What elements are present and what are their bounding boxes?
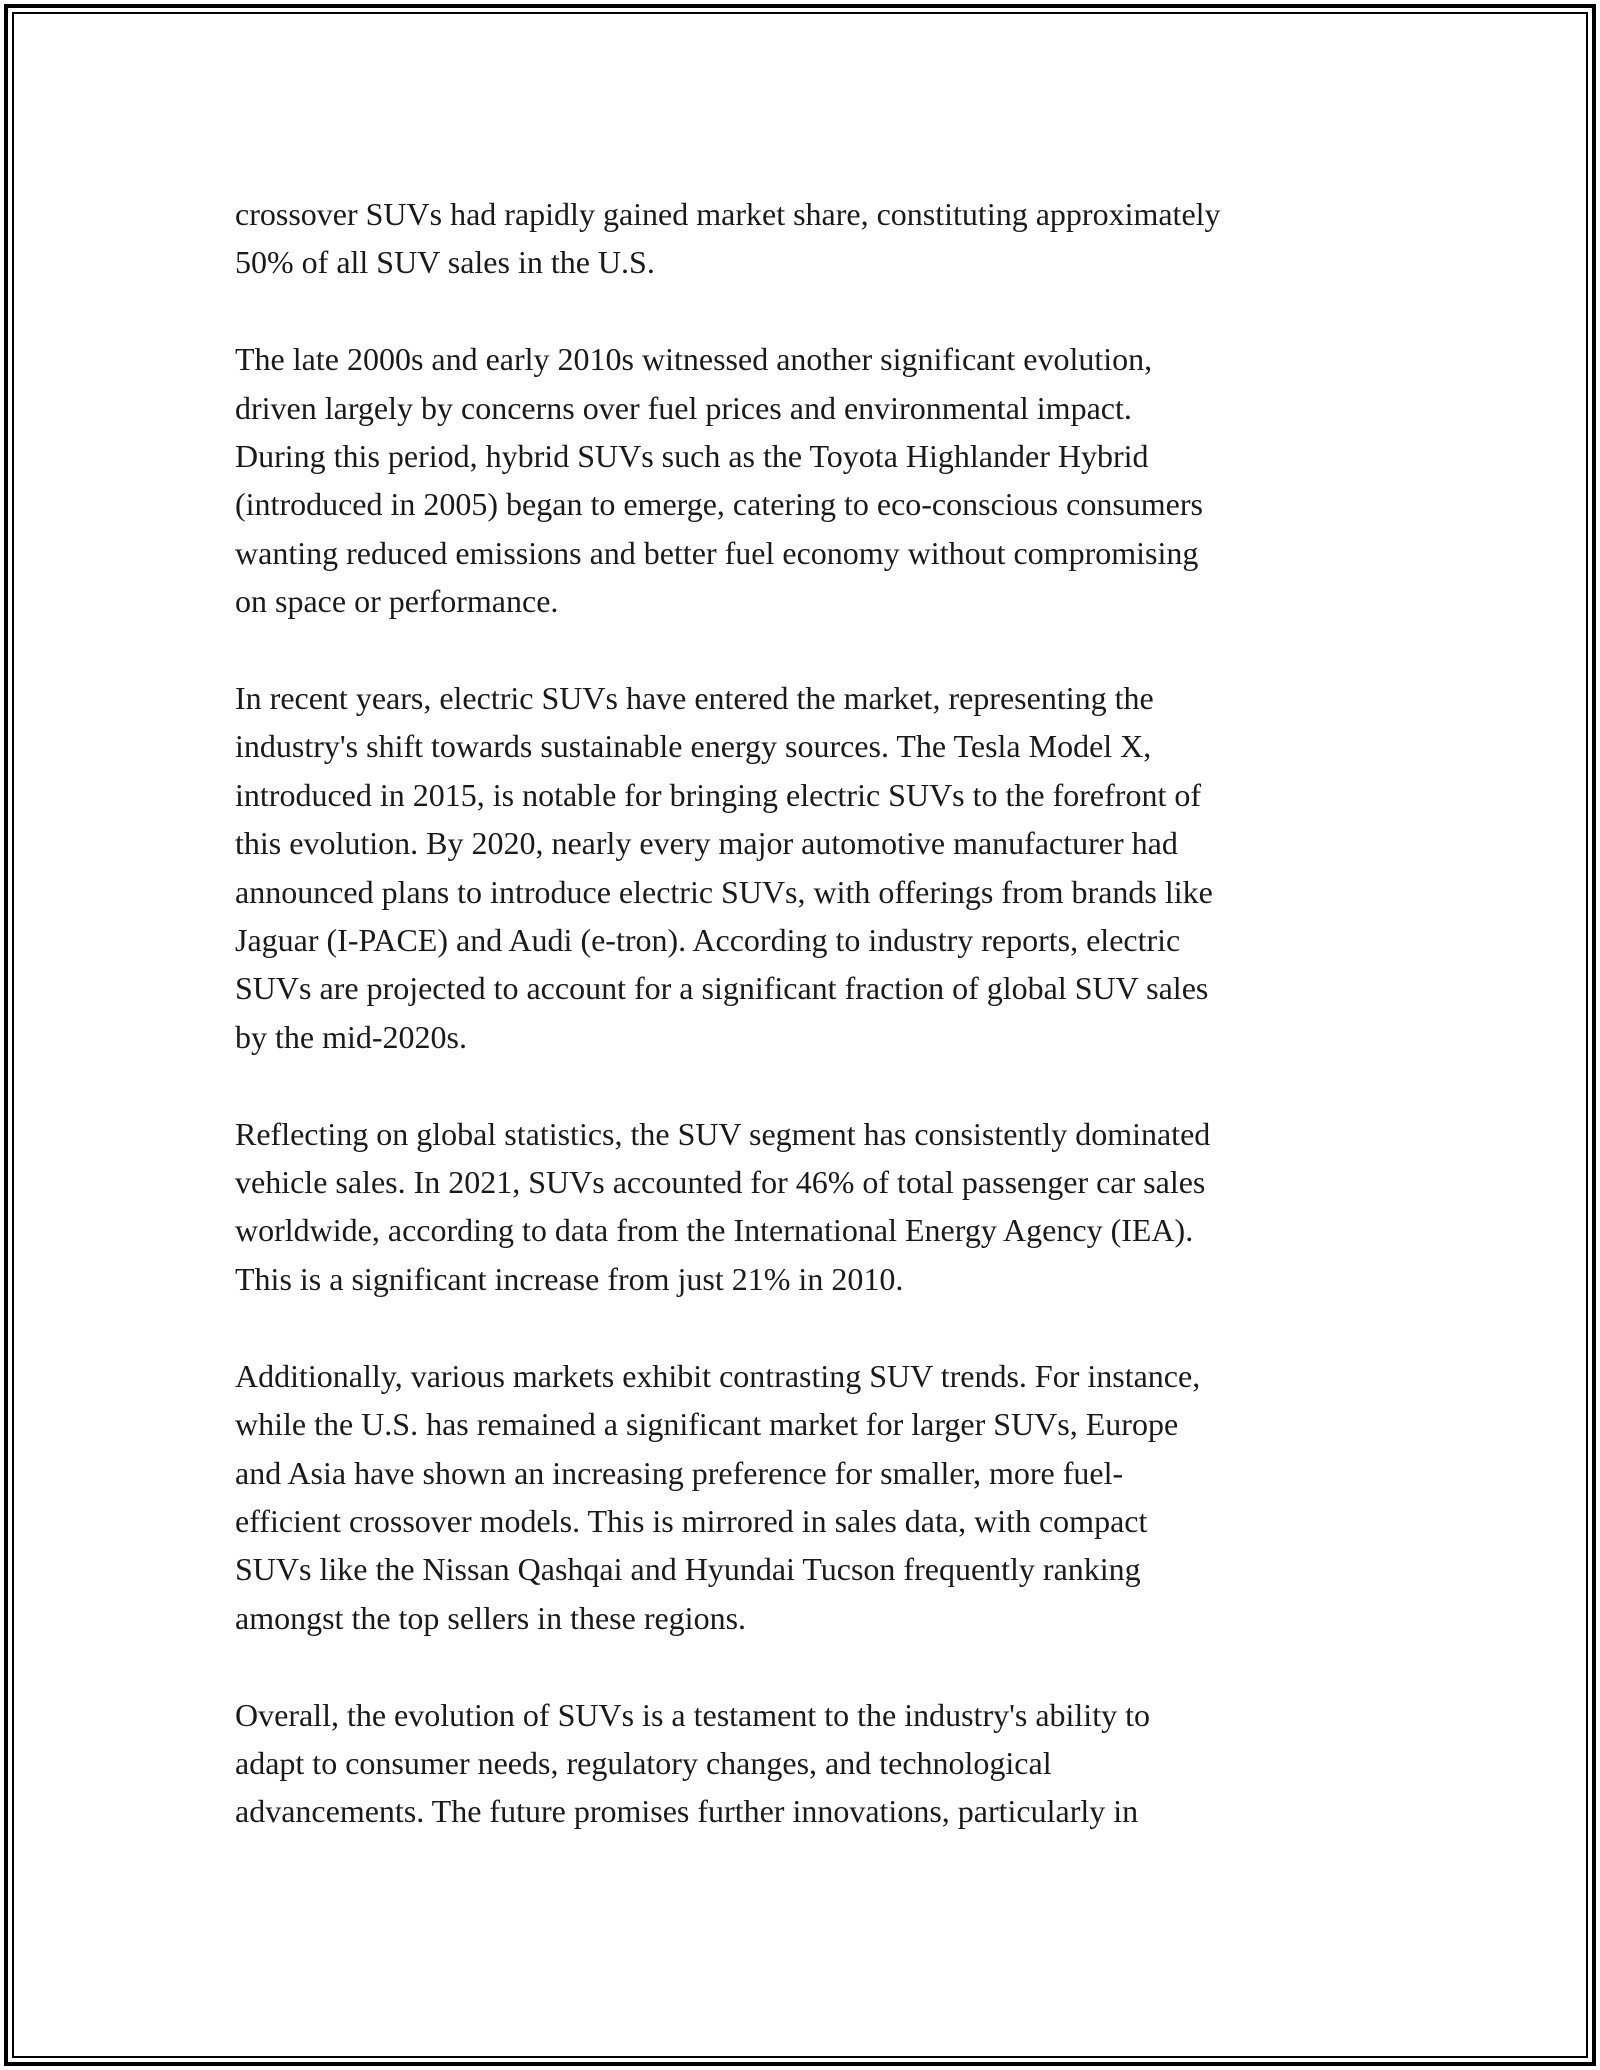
- paragraph-overall-evolution: Overall, the evolution of SUVs is a testament to the industry's ability to adapt to consumer needs, regulatory changes, and technological advancements. The future promises further innovations, particularly in: [235, 1696, 1150, 1830]
- paragraph-regional-trends: Additionally, various markets exhibit contrasting SUV trends. For instance, while the U.S. has remained a significant market for larger SUVs, Europe and Asia have shown an increasing preference for smaller, more fuel- efficient crossover models. This is mirrored in sales data, with compact SUVs like the Nissan Qashqai and Hyundai Tucson frequently ranking amongst the top sellers in these regions.: [235, 1357, 1201, 1636]
- paragraph-global-statistics: Reflecting on global statistics, the SUV segment has consistently dominated vehicle sales. In 2021, SUVs accounted for 46% of total passenger car sales worldwide, according to data from the International Energy Agency (IEA). This is a significant increase from just 21% in 2010.: [235, 1115, 1211, 1297]
- paragraph-crossover-share: crossover SUVs had rapidly gained market share, constituting approximately 50% of all SUV sales in the U.S.: [235, 196, 1221, 281]
- paragraph-hybrid-suvs: The late 2000s and early 2010s witnessed another significant evolution, driven largely by concerns over fuel prices and environmental impact. During this period, hybrid SUVs such as the Toyota Highlander Hybrid (introduced in 2005) began to emerge, catering to eco-conscious consumers wanting reduced emissions and better fuel economy without compromising on space or performance.: [235, 341, 1203, 620]
- paragraph-electric-suvs: In recent years, electric SUVs have entered the market, representing the industry's shift towards sustainable energy sources. The Tesla Model X, introduced in 2015, is notable for bringing electric SUVs to the forefront of this evolution. By 2020, nearly every major automotive manufacturer had announced plans to introduce electric SUVs, with offerings from brands like Jaguar (I-PACE) and Audi (e-tron). According to industry reports, electric SUVs are projected to account for a significant fraction of global SUV sales by the mid-2020s.: [235, 680, 1213, 1055]
- document-body: [235, 190, 1370, 1836]
